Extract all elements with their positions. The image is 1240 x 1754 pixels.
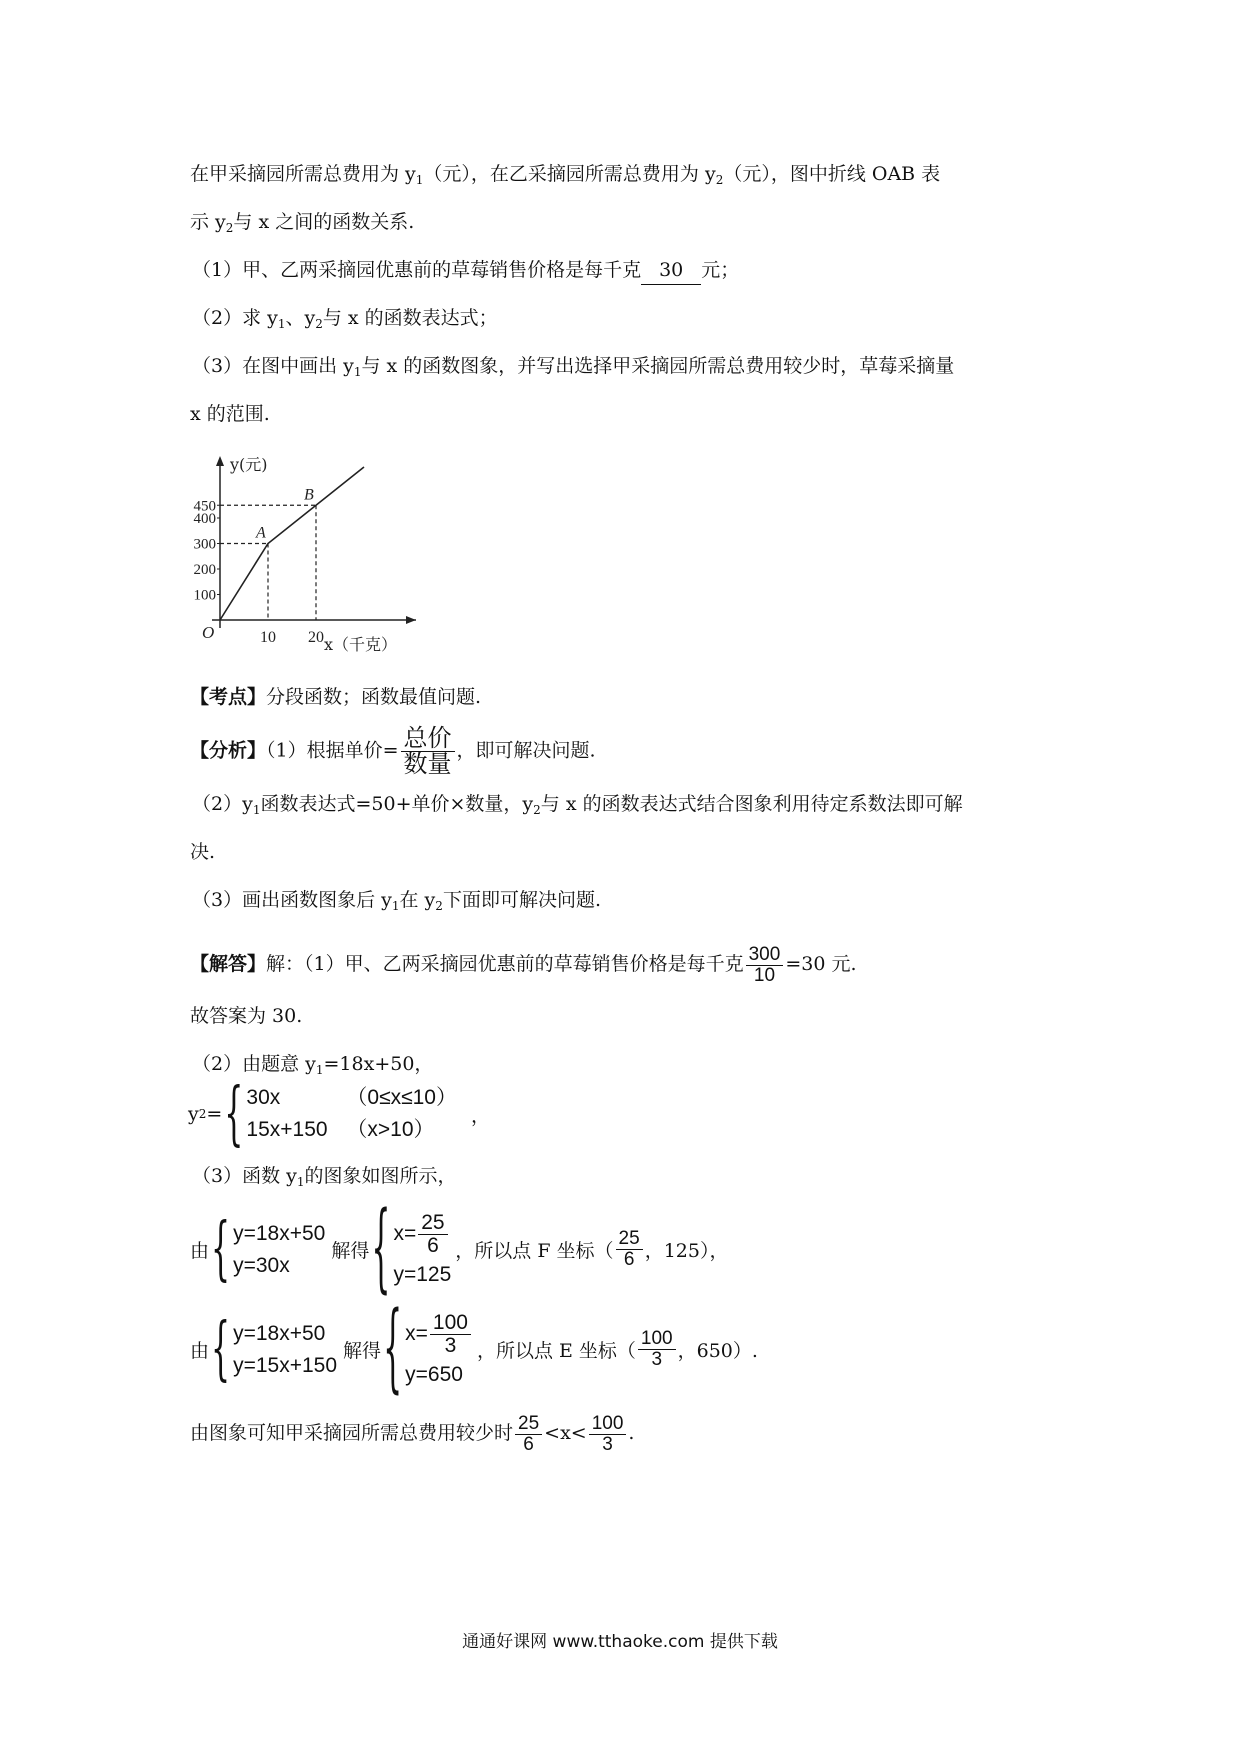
- y-tick-label: 100: [193, 587, 216, 604]
- y-axis-label: y(元): [230, 455, 268, 474]
- price-fraction: $\frac{\text{总价}}{\text{数量}}$: [401, 726, 455, 777]
- fenxi-line-3: （3）画出函数图象后 $y_1$在 $y_2$下面即可解决问题.: [192, 889, 601, 913]
- point-label-b: B: [304, 486, 314, 504]
- answer-blank: 30: [641, 256, 701, 285]
- y-tick-label: 200: [193, 562, 216, 578]
- intro-line-2: 示 $y_2$与 x 之间的函数关系.: [190, 211, 415, 235]
- question-1: （1）甲、乙两采摘园优惠前的草莓销售价格是每千克 30 元；: [192, 256, 739, 285]
- final-answer: 由图象可知甲采摘园所需总费用较少时 $\frac{25}{6}$ <x< $\frac{100}{3}$ .: [190, 1412, 635, 1455]
- fenxi-line-1: 【分析】（1）根据单价= $\frac{\text{总价}}{\text{数量}}$ ，即可解决问题.: [190, 725, 596, 779]
- jieda-line-3: （3）函数 $y_1$的图象如图所示，: [192, 1165, 457, 1189]
- y2-piecewise: y 2 = { 30x （0≤x≤10） 15x+150 （x>10） ，: [188, 1073, 490, 1155]
- y-tick-label: 450: [193, 498, 216, 515]
- jieda-line-1: 【解答】解：（1）甲、乙两采摘园优惠前的草莓销售价格是每千克 $\frac{300}{10}$ =30 元.: [190, 943, 857, 986]
- kaodian-line: 【考点】分段函数；函数最值问题.: [190, 686, 482, 708]
- question-3: （3）在图中画出 $y_1$与 x 的函数图象，并写出选择甲采摘园所需总费用较少时，草莓采摘量: [192, 355, 955, 379]
- footer-credit: 通通好课网 www.tthaoke.com 提供下载: [462, 1632, 778, 1652]
- fenxi-tag: 【分析】: [190, 739, 267, 762]
- fenxi-line-2: $(2)y_1$函数表达式=50+单价×数量，$y_2$与 x 的函数表达式结合图象利用待定系数法即可解: [192, 793, 963, 817]
- x-tick-label: 10: [260, 629, 276, 646]
- system-1: 由 { y=18x+50 y=30x 解得 { x= $\frac{25}{6}$ y=125 ，所以点 F 坐标（ $\frac{25}{6}$ ，125），: [190, 1193, 729, 1306]
- origin-label: O: [202, 623, 215, 642]
- point-label-a: A: [256, 524, 266, 542]
- question-3-line-2: x 的范围.: [190, 403, 270, 425]
- jieda-line-2: （2）由题意 $y_1=18x+50$，: [192, 1053, 434, 1077]
- intro-line-1: 在甲采摘园所需总费用为 $y_1$（元），在乙采摘园所需总费用为 $y_2$（元），图中折线 OAB 表: [190, 163, 941, 187]
- x-tick-label: 20: [308, 629, 324, 646]
- x-axis-arrow: [406, 616, 416, 624]
- function-graph: [184, 448, 474, 658]
- question-2: （2）求 $y_1$、$y_2$与 x 的函数表达式；: [192, 307, 498, 331]
- left-brace: {: [224, 1073, 244, 1155]
- x-axis-label: x（千克）: [324, 635, 398, 654]
- kaodian-tag: 【考点】: [190, 686, 267, 708]
- jieda-tag: 【解答】: [190, 953, 267, 975]
- jieda-conclusion: 故答案为 30.: [190, 1005, 303, 1027]
- y-axis-arrow: [216, 456, 224, 466]
- y-tick-label: 400: [193, 511, 216, 527]
- fenxi-line-2b: 决.: [190, 841, 216, 863]
- system-2: 由 { y=18x+50 y=15x+150 解得 { x= $\frac{100}{3}$ y=650 ，所以点 E 坐标（ $\frac{100}{3}$ ，650）.: [190, 1293, 758, 1406]
- fraction-300-10: $\frac{300}{10}$: [746, 945, 784, 986]
- y-tick-label: 300: [193, 536, 216, 553]
